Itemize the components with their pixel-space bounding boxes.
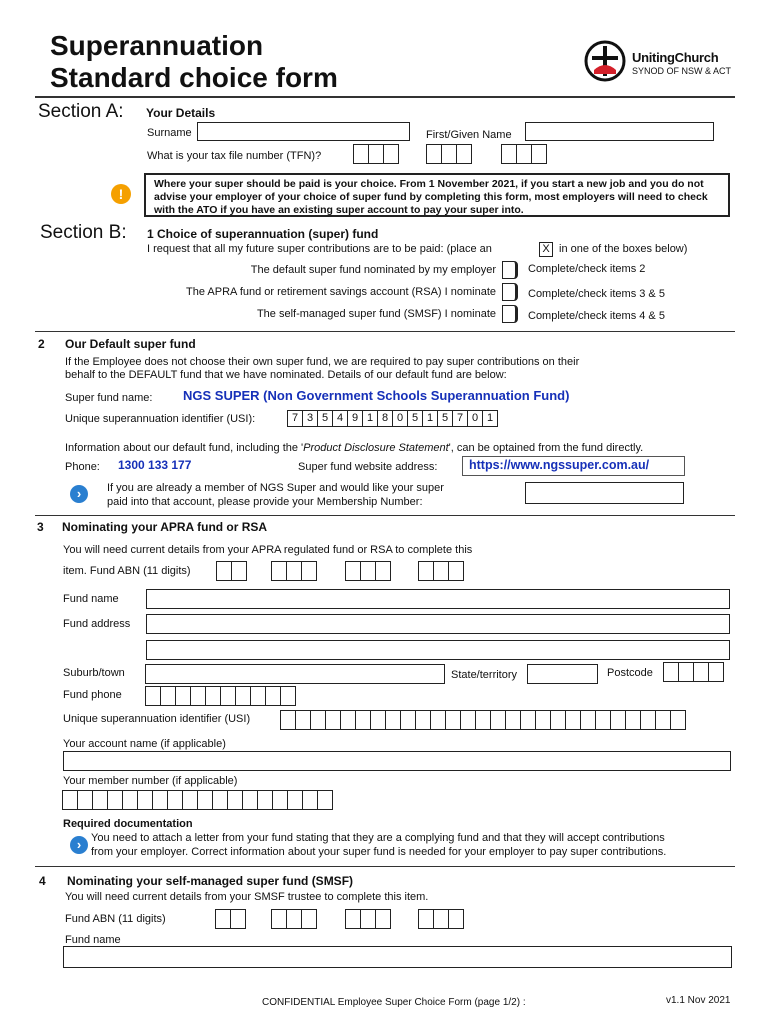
- default-usi-digits: [288, 410, 498, 427]
- member-text-1: If you are already a member of NGS Super and would like your super: [107, 482, 444, 494]
- usi-digit: 9: [347, 410, 363, 427]
- item-3-abn-group-2[interactable]: [272, 561, 317, 581]
- item-4-fund-name-label: Fund name: [65, 934, 121, 946]
- item-4-heading: Nominating your self-managed super fund (SMSF): [67, 874, 354, 888]
- usi-digit: 1: [422, 410, 438, 427]
- item-4-abn-group-4[interactable]: [419, 909, 464, 929]
- usi-digit: 5: [407, 410, 423, 427]
- option-default-fund-checkbox[interactable]: [502, 261, 518, 279]
- footer-version: v1.1 Nov 2021: [666, 995, 731, 1006]
- option-apra-note: Complete/check items 3 & 5: [528, 288, 665, 300]
- item-3-account-name-label: Your account name (if applicable): [63, 738, 226, 750]
- option-apra-checkbox[interactable]: [502, 283, 518, 301]
- item-3-fund-address-input-1[interactable]: [146, 614, 730, 634]
- item-3-suburb-label: Suburb/town: [63, 667, 125, 679]
- page-title: [50, 30, 338, 94]
- item-3-usi-label: Unique superannuation identifier (USI): [63, 713, 251, 725]
- item-3-fund-name-label: Fund name: [63, 593, 119, 605]
- item-3-postcode-label: Postcode: [607, 667, 653, 679]
- usi-digit: 3: [302, 410, 318, 427]
- item-3-member-number-cells[interactable]: [63, 790, 333, 810]
- item-3-postcode-cells[interactable]: [664, 662, 724, 682]
- tfn-label: What is your tax file number (TFN)?: [147, 150, 322, 162]
- item-2-heading: Our Default super fund: [65, 337, 196, 351]
- phone-label: Phone:: [65, 461, 100, 473]
- item-3-member-number-label: Your member number (if applicable): [63, 775, 238, 787]
- website-label: Super fund website address:: [298, 461, 438, 473]
- item-3-usi-cells[interactable]: [281, 710, 686, 730]
- usi-digit: 0: [392, 410, 408, 427]
- example-x-mark: X: [539, 242, 553, 257]
- default-usi-label: Unique superannuation identifier (USI):: [65, 413, 256, 425]
- option-smsf-note: Complete/check items 4 & 5: [528, 310, 665, 322]
- item-2-number: 2: [38, 337, 45, 351]
- uniting-church-logo: [584, 40, 734, 82]
- usi-digit: 4: [332, 410, 348, 427]
- item-4-intro: You will need current details from your SMSF trustee to complete this item.: [65, 891, 429, 903]
- item-3-state-label: State/territory: [451, 669, 518, 681]
- section-a-heading: Your Details: [146, 106, 216, 120]
- item-1-heading: 1 Choice of superannuation (super) fund: [147, 227, 379, 241]
- default-fund-website-link[interactable]: https://www.ngssuper.com.au/: [462, 456, 685, 476]
- usi-digit: 7: [452, 410, 468, 427]
- item-3-account-name-input[interactable]: [63, 751, 731, 771]
- request-suffix: in one of the boxes below): [559, 243, 688, 255]
- default-fund-info: Information about our default fund, including the 'Product Disclosure Statement', can be optained from the fund directly.: [65, 442, 644, 454]
- default-fund-name: NGS SUPER (Non Government Schools Superannuation Fund): [183, 388, 570, 403]
- item-3-fund-address-label: Fund address: [63, 618, 131, 630]
- item-3-suburb-input[interactable]: [145, 664, 445, 684]
- option-smsf-checkbox[interactable]: [502, 305, 518, 323]
- tfn-group-3[interactable]: [502, 144, 547, 164]
- section-a-label: Section A:: [38, 101, 124, 122]
- warning-icon: !: [111, 184, 131, 204]
- surname-input[interactable]: [197, 122, 410, 141]
- usi-digit: 1: [482, 410, 498, 427]
- item-3-abn-group-3[interactable]: [346, 561, 391, 581]
- default-fund-phone: 1300 133 177: [118, 458, 192, 472]
- title-line-1: Superannuation: [50, 30, 264, 61]
- required-text-1: You need to attach a letter from your fund stating that they are a complying fund and that they will accept contributions: [91, 832, 665, 844]
- info-arrow-icon-2: ›: [70, 836, 88, 854]
- item-3-number: 3: [37, 520, 44, 534]
- logo-name: UnitingChurch: [632, 50, 719, 65]
- usi-digit: 5: [317, 410, 333, 427]
- church-emblem-icon: [584, 40, 626, 82]
- usi-digit: 7: [287, 410, 303, 427]
- item-3-divider: [35, 866, 735, 867]
- tfn-group-2[interactable]: [427, 144, 472, 164]
- item-3-intro: You will need current details from your APRA regulated fund or RSA to complete this: [63, 544, 473, 556]
- request-text: I request that all my future super contributions are to be paid: (place an: [147, 243, 492, 255]
- item-3-phone-cells[interactable]: [146, 686, 296, 706]
- item-3-abn-group-1[interactable]: [217, 561, 247, 581]
- required-text-2: from your employer. Correct information about your super fund is needed for your employer to pay super contributions.: [91, 846, 667, 858]
- given-name-input[interactable]: [525, 122, 714, 141]
- notice-box: Where your super should be paid is your choice. From 1 November 2021, if you start a new job and you do not advise your employer of your choice of super fund by completing this form, most employers will need to check with the ATO if you have an existing super account to pay your super into.: [144, 173, 730, 217]
- item-3-abn-group-4[interactable]: [419, 561, 464, 581]
- item-3-phone-label: Fund phone: [63, 689, 122, 701]
- section-b-label: Section B:: [40, 222, 127, 243]
- item-4-fund-name-input[interactable]: [63, 946, 732, 968]
- logo-subtitle: SYNOD OF NSW & ACT: [632, 66, 732, 76]
- usi-digit: 5: [437, 410, 453, 427]
- item-4-abn-label: Fund ABN (11 digits): [65, 913, 166, 925]
- item-3-heading: Nominating your APRA fund or RSA: [62, 520, 268, 534]
- option-smsf-label: The self-managed super fund (SMSF) I nominate: [256, 308, 496, 320]
- usi-digit: 1: [362, 410, 378, 427]
- given-name-label: First/Given Name: [426, 129, 512, 141]
- usi-digit: 0: [467, 410, 483, 427]
- item-4-number: 4: [39, 874, 46, 888]
- membership-number-input[interactable]: [525, 482, 684, 504]
- item-2-intro-1: If the Employee does not choose their own super fund, we are required to pay super contributions on their: [65, 356, 580, 368]
- item-3-abn-label: item. Fund ABN (11 digits): [63, 565, 191, 577]
- section-b-divider: [35, 331, 735, 332]
- option-apra-label: The APRA fund or retirement savings account (RSA) I nominate: [186, 286, 496, 298]
- item-2-divider: [35, 515, 735, 516]
- item-3-fund-address-input-2[interactable]: [146, 640, 730, 660]
- item-3-fund-name-input[interactable]: [146, 589, 730, 609]
- header-divider: [35, 96, 735, 98]
- item-4-abn-group-3[interactable]: [346, 909, 391, 929]
- item-4-abn-group-1[interactable]: [216, 909, 246, 929]
- usi-digit: 8: [377, 410, 393, 427]
- option-default-fund-label: The default super fund nominated by my employer: [250, 264, 496, 276]
- option-default-fund-note: Complete/check items 2: [528, 263, 646, 275]
- tfn-group-1[interactable]: [354, 144, 399, 164]
- required-documentation-heading: Required documentation: [63, 818, 193, 830]
- title-line-2: Standard choice form: [50, 62, 338, 93]
- item-2-intro-2: behalf to the DEFAULT fund that we have nominated. Details of our default fund are below:: [65, 369, 507, 381]
- footer-text: CONFIDENTIAL Employee Super Choice Form (page 1/2) :: [262, 997, 526, 1008]
- item-4-abn-group-2[interactable]: [272, 909, 317, 929]
- surname-label: Surname: [147, 127, 192, 139]
- info-arrow-icon: ›: [70, 485, 88, 503]
- item-3-state-input[interactable]: [527, 664, 598, 684]
- member-text-2: paid into that account, please provide your Membership Number:: [107, 496, 423, 508]
- default-fund-name-label: Super fund name:: [65, 392, 153, 404]
